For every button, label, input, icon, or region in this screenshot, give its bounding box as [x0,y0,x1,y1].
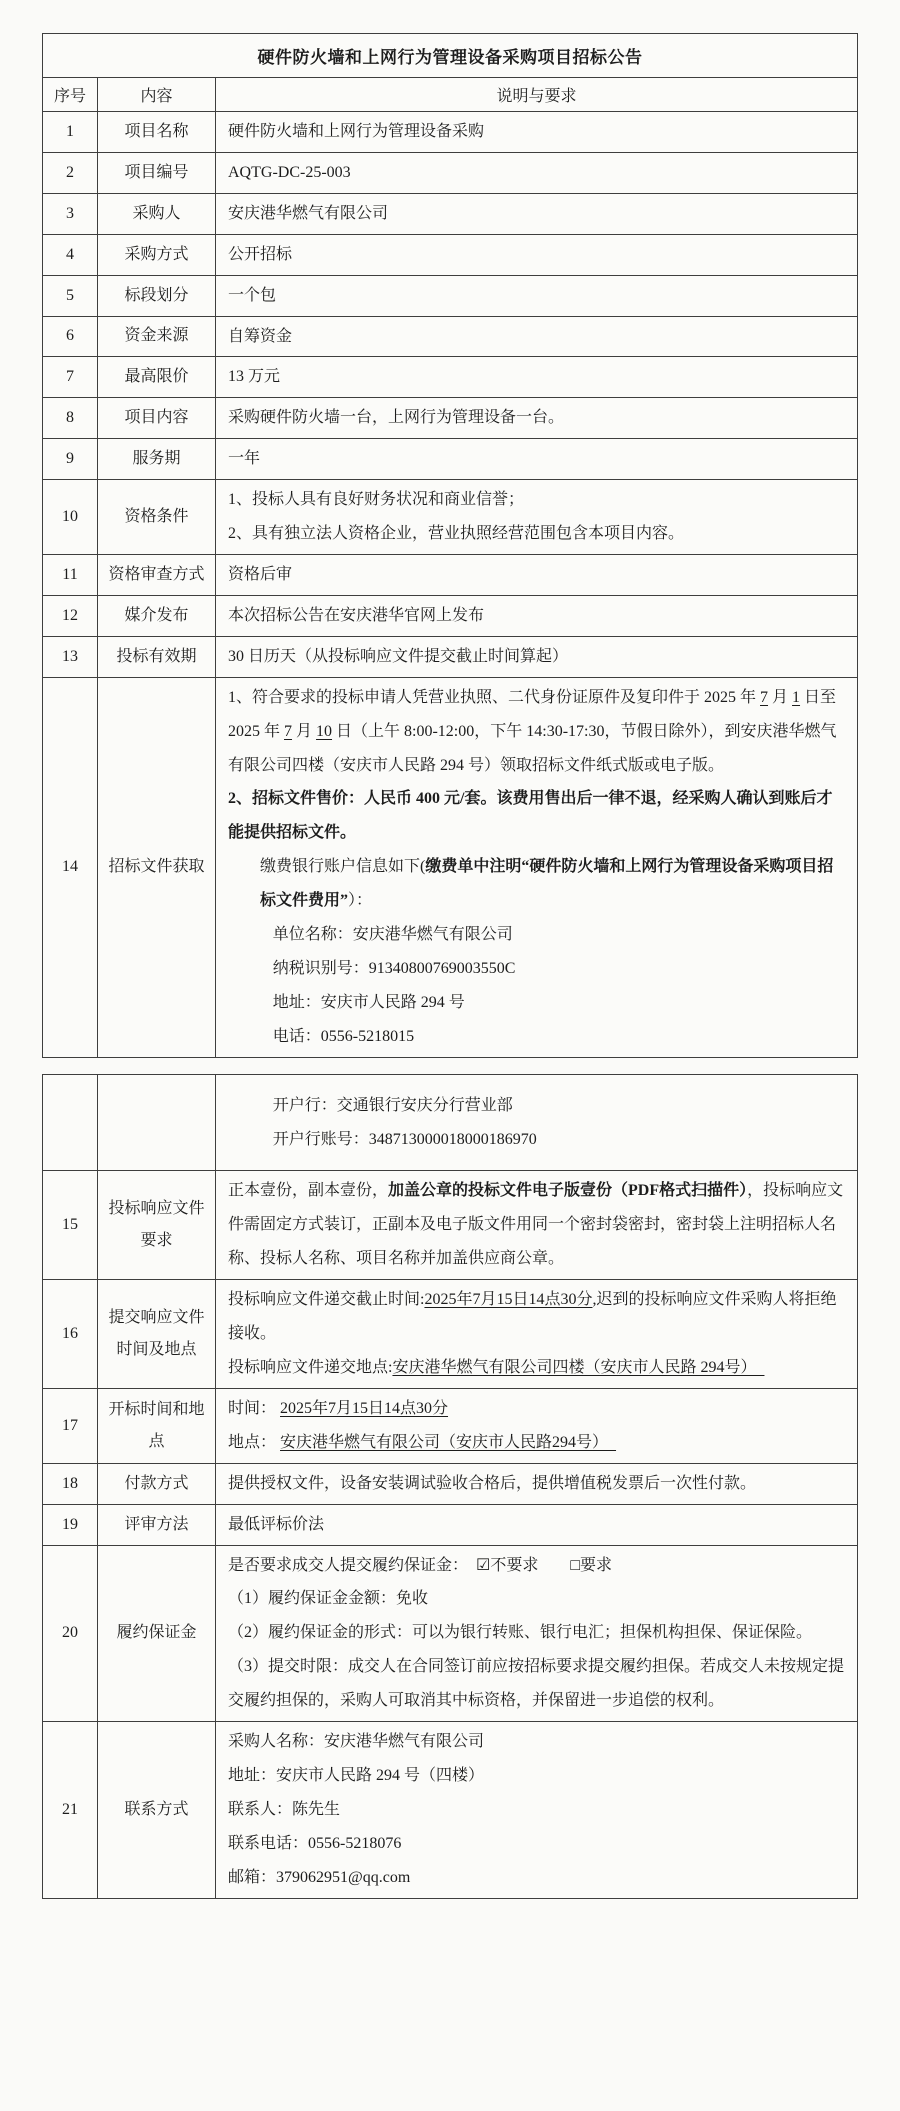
row-number-cell: 3 [43,193,98,234]
row-content-cell [216,1463,858,1504]
text-segment: 电话：0556-5218015 [272,1027,415,1045]
row-number-cell: 10 [43,480,98,555]
text-segment: 7 [760,688,769,706]
paragraph [228,1650,845,1718]
text-segment: 采购硬件防火墙一台，上网行为管理设备一台。 [228,409,565,427]
paragraph [228,1123,845,1157]
paragraph [228,1508,845,1542]
paragraph [228,1861,845,1895]
row-content-cell [216,398,858,439]
table-row [43,234,858,275]
text-segment: 日至 2025 年 [228,688,837,740]
row-content-cell [216,1388,858,1463]
row-label-cell: 项目编号 [98,152,216,193]
row-number-cell: 21 [43,1722,98,1899]
text-segment: 联系电话：0556-5218076 [228,1834,402,1852]
paragraph [228,360,845,394]
tender-table-page1 [42,33,858,1058]
row-content-cell [216,554,858,595]
paragraph [228,1392,845,1426]
paragraph [228,640,845,674]
table-row [43,595,858,636]
table-row [43,480,858,555]
row-number-cell: 7 [43,357,98,398]
text-segment: 开户行：交通银行安庆分行营业部 [272,1096,513,1114]
checked-checkbox-icon: ☑ [476,1556,491,1574]
column-header-no: 序号 [43,78,98,112]
row-content-cell [216,152,858,193]
table-row [43,316,858,357]
table-row [43,1388,858,1463]
row-label-cell: 最高限价 [98,357,216,398]
row-number-cell: 20 [43,1545,98,1722]
table-row [43,1504,858,1545]
tender-table-page1-body [43,34,858,1058]
row-content-cell [216,480,858,555]
paragraph [228,782,845,850]
row-label-cell: 采购方式 [98,234,216,275]
text-segment: 采购人名称：安庆港华燃气有限公司 [228,1733,485,1751]
tender-table-page2 [42,1074,858,1899]
row-number-cell: 2 [43,152,98,193]
table-row [43,1171,858,1280]
row-label-cell: 联系方式 [98,1722,216,1899]
text-segment: 1、投标人具有良好财务状况和商业信誉； [228,491,525,509]
row-content-cell [216,1171,858,1280]
paragraph [228,1020,845,1054]
table-row [43,1545,858,1722]
text-segment: 邮箱：379062951@qq.com [228,1868,411,1886]
paragraph [228,1351,845,1385]
paragraph [228,1174,845,1276]
row-content-cell [216,1545,858,1722]
row-number-cell: 6 [43,316,98,357]
text-segment: 资格后审 [228,565,293,583]
paragraph [228,156,845,190]
row-content-cell [216,1074,858,1171]
paragraph [228,1725,845,1759]
table-row [43,1074,858,1171]
paragraph [228,1616,845,1650]
text-segment: 地址：安庆市人民路 294 号（四楼） [228,1766,485,1784]
page-break-gap [0,1058,900,1074]
text-segment: 安庆港华燃气有限公司 [228,204,389,222]
column-header-content: 内容 [98,78,216,112]
text-segment: 要求 [580,1556,613,1574]
row-label-cell: 项目名称 [98,112,216,153]
row-number-cell: 4 [43,234,98,275]
text-segment: 最低评标价法 [228,1515,325,1533]
text-segment: 投标响应文件递交截止时间: [228,1291,425,1309]
row-label-cell: 资格条件 [98,480,216,555]
row-content-cell [216,357,858,398]
row-label-cell: 履约保证金 [98,1545,216,1722]
paragraph [228,850,845,918]
paragraph [228,1283,845,1351]
paragraph [228,986,845,1020]
row-content-cell [216,677,858,1057]
row-label-cell: 采购人 [98,193,216,234]
text-segment: 月 [292,722,317,740]
text-segment: 安庆港华燃气有限公司四楼（安庆市人民路 294号） [392,1359,765,1376]
row-number-cell: 11 [43,554,98,595]
paragraph [228,1426,845,1460]
row-number-cell: 13 [43,636,98,677]
paragraph [228,952,845,986]
table-row [43,636,858,677]
row-number-cell: 1 [43,112,98,153]
text-segment: 硬件防火墙和上网行为管理设备采购 [228,123,485,140]
table-row [43,398,858,439]
paragraph [228,918,845,952]
row-number-cell: 18 [43,1463,98,1504]
text-segment: 正本壹份，副本壹份， [228,1182,389,1200]
paragraph [228,599,845,633]
row-number-cell: 16 [43,1280,98,1389]
text-segment: 一年 [228,450,261,468]
text-segment: 是否要求成交人提交履约保证金： [228,1556,477,1574]
text-segment: 1 [792,688,801,706]
paragraph [228,681,845,783]
row-label-cell: 资金来源 [98,316,216,357]
paragraph [228,279,845,313]
row-label-cell: 付款方式 [98,1463,216,1504]
row-label-cell: 媒介发布 [98,595,216,636]
row-number-cell: 8 [43,398,98,439]
text-segment: 提供授权文件，设备安装调试验收合格后，提供增值税发票后一次性付款。 [228,1474,757,1492]
text-segment: （3）提交时限：成交人在合同签订前应按招标要求提交履约担保。若成交人未按规定提交履约担保的，采购人可取消其中标资格，并保留进一步追偿的权利。 [228,1658,845,1710]
row-label-cell: 标段划分 [98,275,216,316]
tender-table-page2-body [43,1074,858,1898]
paragraph [228,1549,845,1583]
row-label-cell: 开标时间和地点 [98,1388,216,1463]
text-segment: AQTG-DC-25-003 [228,163,351,181]
text-segment: 日（上午 8:00-12:00，下午 14:30-17:30，节假日除外），到安庆港华燃气有限公司四楼（安庆市人民路 294 号）领取招标文件纸式版或电子版。 [228,722,837,774]
row-content-cell [216,112,858,153]
text-segment: 2、招标文件售价：人民币 400 元/套。该费用售出后一律不退，经采购人确认到账后才能提供招标文件。 [228,790,833,842]
row-label-cell: 服务期 [98,439,216,480]
table-row [43,193,858,234]
text-segment: 2、具有独立法人资格企业，营业执照经营范围包含本项目内容。 [228,525,685,543]
text-segment: 投标响应文件递交地点: [228,1359,393,1376]
text-segment: 7 [284,722,293,740]
row-content-cell [216,234,858,275]
text-segment: 自筹资金 [228,327,293,345]
text-segment: 安庆港华燃气有限公司（安庆市人民路294号） [280,1433,617,1451]
paragraph [228,1467,845,1501]
paragraph [228,115,845,149]
text-segment: 不要求 [490,1556,571,1574]
row-label-cell: 评审方法 [98,1504,216,1545]
paragraph [228,483,845,517]
title-row [43,34,858,78]
row-number-cell [43,1074,98,1171]
row-label-cell: 资格审查方式 [98,554,216,595]
text-segment: 地址：安庆市人民路 294 号 [272,993,465,1011]
row-label-cell: 投标响应文件要求 [98,1171,216,1280]
paragraph [228,1089,845,1123]
text-segment: 加盖公章的投标文件电子版壹份（PDF格式扫描件） [388,1182,748,1200]
row-label-cell: 招标文件获取 [98,677,216,1057]
row-content-cell [216,316,858,357]
row-label-cell: 投标有效期 [98,636,216,677]
row-number-cell: 14 [43,677,98,1057]
text-segment: ）： [348,892,373,910]
text-segment: 1、符合要求的投标申请人凭营业执照、二代身份证原件及复印件于 2025 年 [228,688,761,706]
text-segment: 缴费银行账户信息如下( [260,858,426,876]
text-segment: 本次招标公告在安庆港华官网上发布 [228,606,485,624]
paragraph [228,1759,845,1793]
paragraph [228,442,845,476]
table-row [43,112,858,153]
table-row [43,152,858,193]
text-segment: 公开招标 [228,245,293,263]
paragraph [228,320,845,354]
paragraph [228,517,845,551]
text-segment: 时间： [228,1399,281,1417]
header-row [43,78,858,112]
paragraph [228,558,845,592]
text-segment: （1）履约保证金金额：免收 [228,1590,429,1608]
row-content-cell [216,636,858,677]
text-segment: ，投标响应文件需固定方式装订，正副本及电子版文件用同一个密封袋密封，密封袋上注明招标人名称、投标人名称、项目名称并加盖供应商公章。 [228,1182,844,1268]
paragraph [228,197,845,231]
text-segment: 地点： [228,1433,281,1451]
text-segment: 开户行账号：348713000018000186970 [272,1130,537,1148]
text-segment: 缴费单中注明“硬件防火墙和上网行为管理设备采购项目招标文件费用” [260,858,834,910]
row-number-cell: 17 [43,1388,98,1463]
row-number-cell: 15 [43,1171,98,1280]
table-row [43,554,858,595]
row-number-cell: 9 [43,439,98,480]
text-segment: 单位名称：安庆港华燃气有限公司 [272,926,513,944]
row-label-cell [98,1074,216,1171]
text-segment: 联系人：陈先生 [228,1800,341,1818]
text-segment: 2025年7月15日14点30分 [280,1399,449,1417]
text-segment: 一个包 [228,286,277,304]
row-content-cell [216,1280,858,1389]
text-segment: 13 万元 [228,368,281,386]
row-label-cell: 项目内容 [98,398,216,439]
row-number-cell: 19 [43,1504,98,1545]
row-content-cell [216,1504,858,1545]
paragraph [228,1827,845,1861]
text-segment: 30 日历天（从投标响应文件提交截止时间算起） [228,647,569,665]
column-header-description: 说明与要求 [216,78,858,112]
row-label-cell: 提交响应文件时间及地点 [98,1280,216,1389]
document-title: 硬件防火墙和上网行为管理设备采购项目招标公告 [43,34,858,78]
table-row [43,1463,858,1504]
text-segment: ,迟到的投标响应文件采购人将拒绝接收。 [228,1291,837,1343]
paragraph [228,1793,845,1827]
row-content-cell [216,439,858,480]
paragraph [228,1582,845,1616]
text-segment: 10 [316,722,333,740]
paragraph [228,401,845,435]
text-segment: （2）履约保证金的形式：可以为银行转账、银行电汇；担保机构担保、保证保险。 [228,1624,813,1642]
table-row [43,357,858,398]
table-row [43,275,858,316]
row-number-cell: 5 [43,275,98,316]
row-content-cell [216,193,858,234]
text-segment: 纳税识别号：91340800769003550C [272,959,516,977]
table-row [43,1280,858,1389]
text-segment: 月 [768,688,793,706]
text-segment: 2025年7月15日14点30分 [424,1291,593,1309]
row-content-cell [216,595,858,636]
table-row [43,439,858,480]
paragraph [228,238,845,272]
table-row [43,677,858,1057]
unchecked-checkbox-icon: □ [570,1556,581,1574]
row-content-cell [216,1722,858,1899]
table-row [43,1722,858,1899]
row-number-cell: 12 [43,595,98,636]
row-content-cell [216,275,858,316]
